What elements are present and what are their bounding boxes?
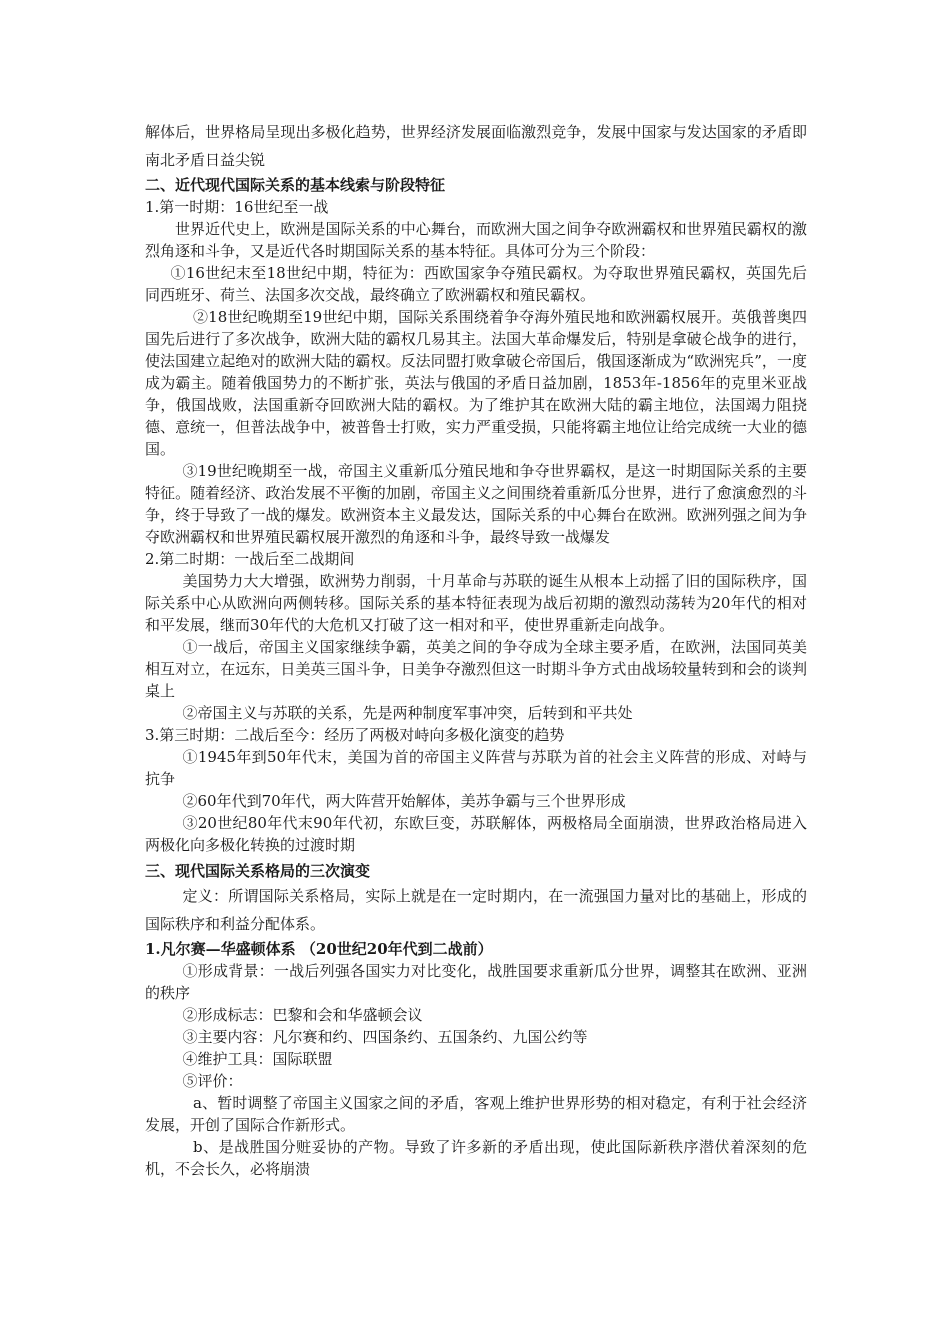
paragraph-definition: 定义：所谓国际关系格局，实际上就是在一定时期内，在一流强国力量对比的基础上，形成的国际秩序和利益分配体系。 (145, 887, 807, 933)
paragraph-stage-2: ②18世纪晚期至19世纪中期，国际关系围绕着争夺海外殖民地和欧洲霸权展开。英俄普奥四国先后进行了多次战争，欧洲大陆的霸权几易其主。法国大革命爆发后，特别是拿破仑战争的进行，使法国建立起绝对的欧洲大陆的霸权。反法同盟打败拿破仑帝国后，俄国逐渐成为“欧洲宪兵”，一度成为霸主。随着俄国势力的不断扩张，英法与俄国的矛盾日益加剧，1853年-1856年的克里米亚战争，俄国战败，法国重新夺回欧洲大陆的霸权。为了维护其在欧洲大陆的霸主地位，法国竭力阻挠德、意统一，但普法战争中，被普鲁士打败，实力严重受损，只能将霸主地位让给完成统一大业的德国。 (145, 308, 807, 458)
paragraph-period-2-point-1: ①一战后，帝国主义国家继续争霸，英美之间的争夺成为全球主要矛盾，在欧洲，法国同英美相互对立，在远东，日美英三国斗争，日美争夺激烈但这一时期斗争方式由战场较量转到和会的谈判桌上 (145, 638, 807, 700)
subheading-versailles-washington: 1.凡尔赛—华盛顿体系 （20世纪20年代到二战前） (145, 940, 493, 958)
paragraph-period-2-overview: 美国势力大大增强，欧洲势力削弱，十月革命与苏联的诞生从根本上动摇了旧的国际秩序，国际关系中心从欧洲向两侧转移。国际关系的基本特征表现为战后初期的激烈动荡转为20年代的相对和平发展，继而30年代的大危机又打破了这一相对和平，使世界重新走向战争。 (145, 572, 807, 634)
paragraph-period-2-point-2: ②帝国主义与苏联的关系，先是两种制度军事冲突，后转到和平共处 (182, 704, 633, 722)
paragraph-period-3-point-2: ②60年代到70年代，两大阵营开始解体，美苏争霸与三个世界形成 (182, 792, 626, 810)
subheading-period-1: 1.第一时期：16世纪至一战 (145, 198, 329, 216)
document-page (145, 118, 807, 1180)
paragraph-period-3-point-3: ③20世纪80年代末90年代初，东欧巨变，苏联解体，两极格局全面崩溃，世界政治格局进入两极化向多极化转换的过渡时期 (145, 814, 807, 854)
paragraph-tool: ④维护工具：国际联盟 (182, 1050, 333, 1068)
paragraph-content: ③主要内容：凡尔赛和约、四国条约、五国条约、九国公约等 (182, 1028, 588, 1046)
paragraph-period-3-point-1: ①1945年到50年代末，美国为首的帝国主义阵营与苏联为首的社会主义阵营的形成、对峙与抗争 (145, 748, 807, 788)
paragraph-evaluation-b: b、是战胜国分赃妥协的产物。导致了许多新的矛盾出现，使此国际新秩序潜伏着深刻的危机，不会长久，必将崩溃 (145, 1138, 807, 1178)
subheading-period-2: 2.第二时期：一战后至二战期间 (145, 550, 355, 568)
heading-section-2: 二、近代现代国际关系的基本线索与阶段特征 (145, 176, 446, 194)
paragraph-evaluation: ⑤评价： (182, 1072, 243, 1090)
paragraph-background: ①形成背景：一战后列强各国实力对比变化，战胜国要求重新瓜分世界，调整其在欧洲、亚洲的秩序 (145, 962, 807, 1002)
heading-section-3: 三、现代国际关系格局的三次演变 (145, 862, 371, 880)
subheading-period-3: 3.第三时期：二战后至今：经历了两极对峙向多极化演变的趋势 (145, 726, 565, 744)
paragraph-stage-3: ③19世纪晚期至一战，帝国主义重新瓜分殖民地和争夺世界霸权，是这一时期国际关系的主要特征。随着经济、政治发展不平衡的加剧，帝国主义之间围绕着重新瓜分世界，进行了愈演愈烈的斗争，终于导致了一战的爆发。欧洲资本主义最发达，国际关系的中心舞台在欧洲。欧洲列强之间为争夺欧洲霸权和世界殖民霸权展开激烈的角逐和斗争，最终导致一战爆发 (145, 462, 807, 546)
paragraph-sign: ②形成标志：巴黎和会和华盛顿会议 (182, 1006, 423, 1024)
paragraph-evaluation-a: a、暂时调整了帝国主义国家之间的矛盾，客观上维护世界形势的相对稳定，有利于社会经济发展，开创了国际合作新形式。 (145, 1094, 807, 1134)
paragraph-period-1-overview: 世界近代史上，欧洲是国际关系的中心舞台，而欧洲大国之间争夺欧洲霸权和世界殖民霸权的激烈角逐和斗争，又是近代各时期国际关系的基本特征。具体可分为三个阶段： (145, 220, 807, 260)
paragraph-stage-1: ①16世纪末至18世纪中期，特征为：西欧国家争夺殖民霸权。为夺取世界殖民霸权，英国先后同西班牙、荷兰、法国多次交战，最终确立了欧洲霸权和殖民霸权。 (145, 264, 807, 304)
paragraph-intro: 解体后，世界格局呈现出多极化趋势，世界经济发展面临激烈竞争，发展中国家与发达国家的矛盾即南北矛盾日益尖锐 (145, 123, 807, 169)
